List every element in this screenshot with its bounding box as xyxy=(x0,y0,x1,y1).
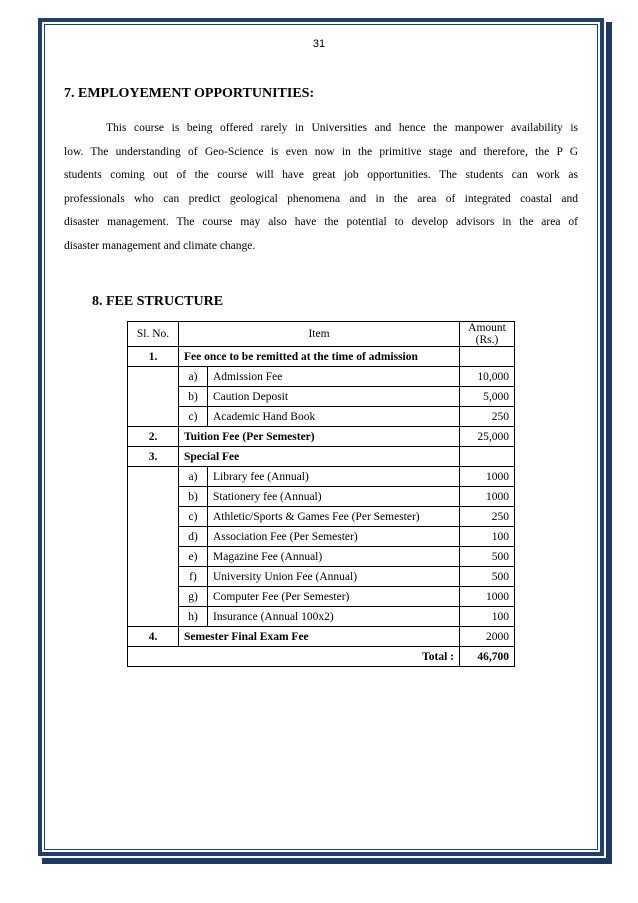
row-item: Athletic/Sports & Games Fee (Per Semester) xyxy=(208,507,460,527)
paragraph-line: disaster management. The course may also have the potential to develop advisors in the area of xyxy=(64,216,578,229)
row-sl: 4. xyxy=(128,627,179,647)
row-sl: 3. xyxy=(128,447,179,467)
row-item: University Union Fee (Annual) xyxy=(208,567,460,587)
row-sub: b) xyxy=(179,487,208,507)
row-item: Stationery fee (Annual) xyxy=(208,487,460,507)
row-amount: 500 xyxy=(460,547,515,567)
row-sub: f) xyxy=(179,567,208,587)
table-row xyxy=(128,587,515,607)
paragraph-line: professionals who can predict geological phenomena and in the area of integrated coastal and xyxy=(64,192,578,205)
row-sl-empty xyxy=(128,367,179,427)
table-row xyxy=(128,627,515,647)
row-item: Library fee (Annual) xyxy=(208,467,460,487)
row-item: Admission Fee xyxy=(208,367,460,387)
row-sl-empty xyxy=(128,467,179,627)
table-row xyxy=(128,527,515,547)
header-item: Item xyxy=(179,322,460,347)
header-amount xyxy=(460,322,515,347)
row-sub: e) xyxy=(179,547,208,567)
paragraph-line: students coming out of the course will have great job opportunities. The students can work as xyxy=(64,169,578,182)
row-sub: c) xyxy=(179,407,208,427)
row-amount: 250 xyxy=(460,407,515,427)
total-label: Total : xyxy=(128,647,460,667)
table-row xyxy=(128,567,515,587)
row-amount: 1000 xyxy=(460,587,515,607)
table-header-row xyxy=(128,322,515,347)
table-row xyxy=(128,487,515,507)
row-title: Tuition Fee (Per Semester) xyxy=(179,427,460,447)
row-item: Academic Hand Book xyxy=(208,407,460,427)
header-sl-no: Sl. No. xyxy=(128,322,179,347)
row-amount xyxy=(460,347,515,367)
row-amount: 5,000 xyxy=(460,387,515,407)
row-item: Caution Deposit xyxy=(208,387,460,407)
row-amount: 100 xyxy=(460,527,515,547)
paragraph-line: disaster management and climate change. xyxy=(64,239,256,252)
table-row xyxy=(128,427,515,447)
table-row xyxy=(128,447,515,467)
table-row xyxy=(128,547,515,567)
row-amount: 25,000 xyxy=(460,427,515,447)
row-amount: 500 xyxy=(460,567,515,587)
row-sub: b) xyxy=(179,387,208,407)
row-title: Special Fee xyxy=(179,447,460,467)
row-item: Insurance (Annual 100x2) xyxy=(208,607,460,627)
paragraph-line: low. The understanding of Geo-Science is even now in the primitive stage and therefore, the P G xyxy=(64,145,578,158)
row-amount: 1000 xyxy=(460,467,515,487)
fee-structure-table xyxy=(127,321,515,667)
row-amount: 250 xyxy=(460,507,515,527)
header-amount-line1: Amount xyxy=(468,322,506,334)
table-row xyxy=(128,507,515,527)
row-amount: 100 xyxy=(460,607,515,627)
row-sl: 1. xyxy=(128,347,179,367)
row-sub: a) xyxy=(179,467,208,487)
row-sub: h) xyxy=(179,607,208,627)
table-row xyxy=(128,367,515,387)
table-row xyxy=(128,467,515,487)
row-amount xyxy=(460,447,515,467)
row-sub: g) xyxy=(179,587,208,607)
row-item: Magazine Fee (Annual) xyxy=(208,547,460,567)
row-title: Semester Final Exam Fee xyxy=(179,627,460,647)
row-sub: a) xyxy=(179,367,208,387)
row-amount: 1000 xyxy=(460,487,515,507)
row-amount: 2000 xyxy=(460,627,515,647)
table-row xyxy=(128,607,515,627)
total-value: 46,700 xyxy=(460,647,515,667)
paragraph-line: This course is being offered rarely in Universities and hence the manpower availability is xyxy=(106,122,578,134)
row-item: Association Fee (Per Semester) xyxy=(208,527,460,547)
table-row xyxy=(128,387,515,407)
table-row xyxy=(128,347,515,367)
row-amount: 10,000 xyxy=(460,367,515,387)
section-8-heading: 8. FEE STRUCTURE xyxy=(92,294,224,309)
header-amount-line2: (Rs.) xyxy=(475,334,499,346)
row-sub: d) xyxy=(179,527,208,547)
row-item: Computer Fee (Per Semester) xyxy=(208,587,460,607)
table-row xyxy=(128,407,515,427)
row-sl: 2. xyxy=(128,427,179,447)
section-7-paragraph xyxy=(64,117,578,259)
section-7-heading: 7. EMPLOYEMENT OPPORTUNITIES: xyxy=(64,86,315,101)
table-total-row xyxy=(128,647,515,667)
row-sub: c) xyxy=(179,507,208,527)
page-number: 31 xyxy=(312,38,326,50)
row-title: Fee once to be remitted at the time of admission xyxy=(179,347,460,367)
